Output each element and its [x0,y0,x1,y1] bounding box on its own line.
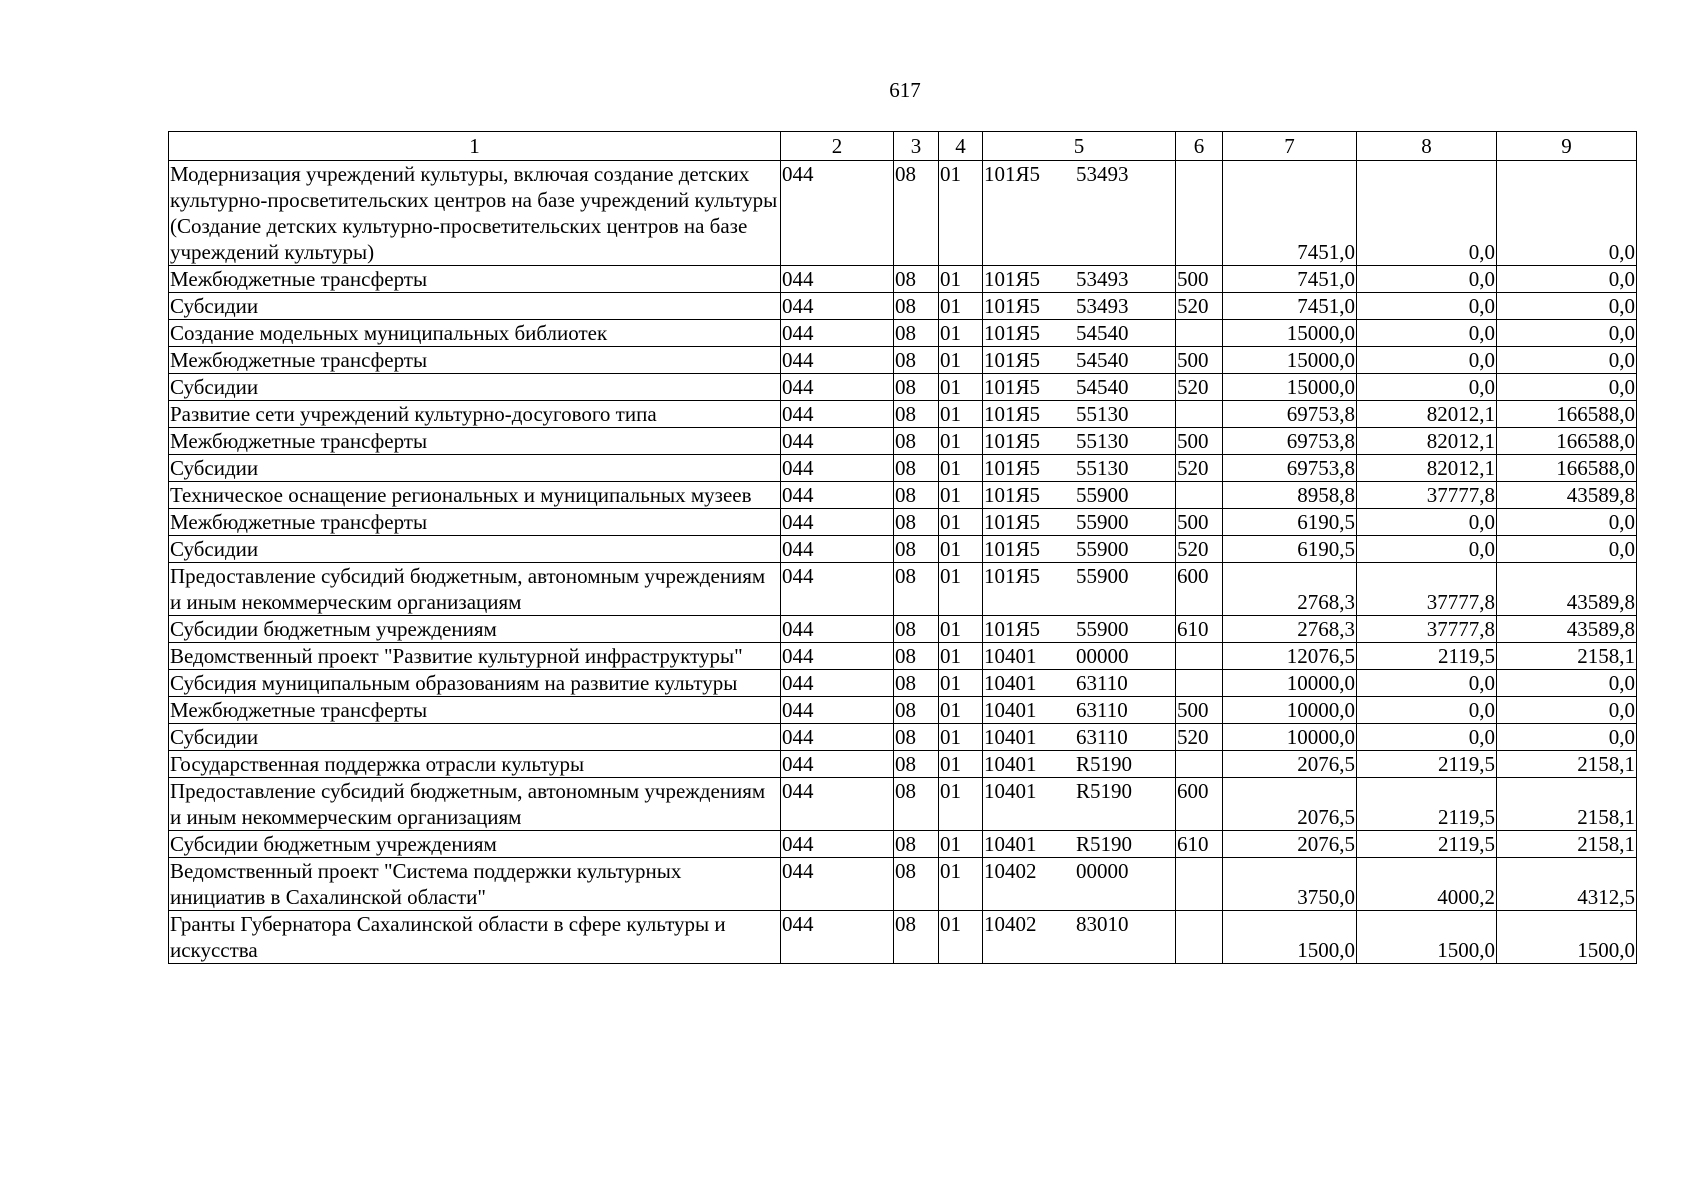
header-col-9: 9 [1497,132,1637,161]
target-code-direction: 63110 [1076,698,1128,722]
cell-expense-type [1176,751,1223,778]
cell-expense-type: 600 [1176,778,1223,831]
cell-target-code [983,697,1176,724]
budget-table [168,131,1637,964]
cell-section: 08 [894,536,939,563]
table-row [169,509,1637,536]
cell-subsection: 01 [939,697,983,724]
cell-expense-type [1176,643,1223,670]
cell-amount-col7: 12076,5 [1223,643,1357,670]
target-code-direction: 55900 [1076,537,1129,561]
target-code-direction: 55130 [1076,429,1129,453]
cell-admin-code: 044 [781,482,894,509]
cell-name: Ведомственный проект "Развитие культурной инфраструктуры" [169,643,781,670]
target-code-program: 10401 [984,725,1037,749]
cell-subsection: 01 [939,563,983,616]
cell-subsection: 01 [939,778,983,831]
cell-name: Гранты Губернатора Сахалинской области в сфере культуры и искусства [169,911,781,964]
page-number: 617 [889,78,921,102]
cell-amount-col9: 166588,0 [1497,401,1637,428]
cell-admin-code: 044 [781,401,894,428]
target-code-program: 10401 [984,644,1037,668]
target-code-direction: 55130 [1076,402,1129,426]
cell-amount-col9: 0,0 [1497,347,1637,374]
cell-name: Межбюджетные трансферты [169,266,781,293]
header-col-8: 8 [1357,132,1497,161]
cell-section: 08 [894,455,939,482]
target-code-direction: 83010 [1076,912,1129,936]
table-row [169,563,1637,616]
cell-section: 08 [894,778,939,831]
cell-amount-col9: 43589,8 [1497,482,1637,509]
cell-target-code [983,831,1176,858]
cell-name: Создание модельных муниципальных библиотек [169,320,781,347]
cell-name: Техническое оснащение региональных и муниципальных музеев [169,482,781,509]
cell-amount-col7: 1500,0 [1223,911,1357,964]
cell-amount-col9: 0,0 [1497,697,1637,724]
cell-expense-type [1176,858,1223,911]
target-code-program: 101Я5 [984,375,1041,399]
cell-admin-code: 044 [781,161,894,266]
cell-amount-col9: 2158,1 [1497,831,1637,858]
cell-amount-col8: 82012,1 [1357,401,1497,428]
cell-amount-col7: 8958,8 [1223,482,1357,509]
table-row [169,293,1637,320]
cell-amount-col7: 7451,0 [1223,161,1357,266]
cell-amount-col7: 15000,0 [1223,374,1357,401]
cell-admin-code: 044 [781,778,894,831]
cell-amount-col9: 0,0 [1497,161,1637,266]
target-code-program: 101Я5 [984,162,1041,186]
cell-admin-code: 044 [781,670,894,697]
table-row [169,347,1637,374]
target-code-direction: 63110 [1076,671,1128,695]
cell-admin-code: 044 [781,293,894,320]
cell-expense-type: 520 [1176,293,1223,320]
cell-name: Государственная поддержка отрасли культуры [169,751,781,778]
cell-amount-col8: 82012,1 [1357,428,1497,455]
cell-name: Развитие сети учреждений культурно-досугового типа [169,401,781,428]
target-code-direction: 53493 [1076,162,1129,186]
cell-amount-col7: 2076,5 [1223,831,1357,858]
cell-amount-col7: 69753,8 [1223,428,1357,455]
target-code-program: 101Я5 [984,402,1041,426]
cell-target-code [983,455,1176,482]
cell-target-code [983,374,1176,401]
cell-expense-type: 500 [1176,266,1223,293]
cell-amount-col7: 10000,0 [1223,670,1357,697]
cell-subsection: 01 [939,401,983,428]
cell-section: 08 [894,724,939,751]
cell-name: Субсидии бюджетным учреждениям [169,831,781,858]
table-row [169,266,1637,293]
cell-target-code [983,911,1176,964]
cell-amount-col8: 0,0 [1357,697,1497,724]
cell-target-code [983,320,1176,347]
target-code-program: 10401 [984,752,1037,776]
table-row [169,751,1637,778]
cell-amount-col8: 2119,5 [1357,643,1497,670]
cell-section: 08 [894,751,939,778]
cell-amount-col8: 0,0 [1357,724,1497,751]
cell-amount-col7: 2076,5 [1223,778,1357,831]
cell-expense-type: 610 [1176,831,1223,858]
cell-target-code [983,778,1176,831]
cell-name: Предоставление субсидий бюджетным, автономным учреждениям и иным некоммерческим организациям [169,563,781,616]
cell-amount-col9: 0,0 [1497,374,1637,401]
header-col-5: 5 [983,132,1176,161]
cell-amount-col8: 0,0 [1357,161,1497,266]
target-code-program: 10402 [984,859,1037,883]
cell-admin-code: 044 [781,858,894,911]
cell-amount-col9: 166588,0 [1497,428,1637,455]
cell-target-code [983,428,1176,455]
cell-name: Ведомственный проект "Система поддержки культурных инициатив в Сахалинской области" [169,858,781,911]
cell-target-code [983,401,1176,428]
target-code-direction: 00000 [1076,859,1129,883]
cell-amount-col7: 3750,0 [1223,858,1357,911]
target-code-program: 10401 [984,832,1037,856]
cell-subsection: 01 [939,751,983,778]
cell-amount-col9: 43589,8 [1497,563,1637,616]
cell-section: 08 [894,643,939,670]
target-code-program: 101Я5 [984,564,1041,588]
target-code-program: 101Я5 [984,617,1041,641]
cell-name: Субсидия муниципальным образованиям на развитие культуры [169,670,781,697]
cell-section: 08 [894,616,939,643]
target-code-direction: 55900 [1076,510,1129,534]
target-code-direction: 53493 [1076,294,1129,318]
cell-expense-type: 500 [1176,697,1223,724]
cell-subsection: 01 [939,374,983,401]
table-row [169,374,1637,401]
cell-amount-col7: 7451,0 [1223,293,1357,320]
cell-target-code [983,563,1176,616]
target-code-program: 101Я5 [984,510,1041,534]
cell-section: 08 [894,161,939,266]
cell-subsection: 01 [939,347,983,374]
table-row [169,616,1637,643]
table-row [169,831,1637,858]
cell-admin-code: 044 [781,320,894,347]
cell-expense-type: 520 [1176,724,1223,751]
target-code-program: 101Я5 [984,537,1041,561]
target-code-direction: R5190 [1076,832,1133,856]
target-code-program: 10401 [984,671,1037,695]
cell-name: Межбюджетные трансферты [169,697,781,724]
cell-section: 08 [894,563,939,616]
cell-target-code [983,858,1176,911]
table-row [169,428,1637,455]
cell-amount-col9: 2158,1 [1497,643,1637,670]
table-row [169,536,1637,563]
table-row [169,778,1637,831]
cell-name: Межбюджетные трансферты [169,347,781,374]
cell-subsection: 01 [939,643,983,670]
cell-expense-type: 610 [1176,616,1223,643]
table-row [169,320,1637,347]
cell-target-code [983,293,1176,320]
table-row [169,858,1637,911]
cell-admin-code: 044 [781,911,894,964]
target-code-program: 10402 [984,912,1037,936]
cell-section: 08 [894,320,939,347]
cell-subsection: 01 [939,536,983,563]
table-row [169,911,1637,964]
header-col-3: 3 [894,132,939,161]
cell-amount-col8: 0,0 [1357,320,1497,347]
target-code-direction: 55900 [1076,564,1129,588]
target-code-program: 101Я5 [984,348,1041,372]
cell-admin-code: 044 [781,563,894,616]
cell-amount-col9: 2158,1 [1497,751,1637,778]
cell-expense-type: 520 [1176,536,1223,563]
cell-section: 08 [894,509,939,536]
target-code-direction: 55900 [1076,617,1129,641]
cell-amount-col7: 10000,0 [1223,724,1357,751]
cell-amount-col7: 15000,0 [1223,347,1357,374]
cell-subsection: 01 [939,670,983,697]
cell-expense-type [1176,670,1223,697]
target-code-program: 101Я5 [984,267,1041,291]
target-code-direction: 54540 [1076,375,1129,399]
cell-admin-code: 044 [781,643,894,670]
cell-subsection: 01 [939,509,983,536]
cell-name: Субсидии [169,293,781,320]
cell-admin-code: 044 [781,616,894,643]
cell-amount-col9: 166588,0 [1497,455,1637,482]
cell-expense-type [1176,482,1223,509]
cell-target-code [983,536,1176,563]
table-body [169,161,1637,964]
cell-subsection: 01 [939,482,983,509]
table-row [169,482,1637,509]
cell-section: 08 [894,482,939,509]
cell-name: Субсидии [169,536,781,563]
header-col-4: 4 [939,132,983,161]
cell-amount-col8: 2119,5 [1357,831,1497,858]
cell-name: Предоставление субсидий бюджетным, автономным учреждениям и иным некоммерческим организациям [169,778,781,831]
cell-amount-col7: 6190,5 [1223,509,1357,536]
cell-expense-type: 520 [1176,374,1223,401]
header-col-2: 2 [781,132,894,161]
header-col-6: 6 [1176,132,1223,161]
cell-amount-col8: 0,0 [1357,266,1497,293]
target-code-direction: R5190 [1076,779,1133,803]
cell-amount-col8: 0,0 [1357,536,1497,563]
cell-amount-col8: 2119,5 [1357,751,1497,778]
cell-amount-col7: 69753,8 [1223,401,1357,428]
cell-expense-type: 500 [1176,509,1223,536]
cell-section: 08 [894,293,939,320]
cell-amount-col8: 37777,8 [1357,563,1497,616]
cell-name: Субсидии [169,455,781,482]
cell-target-code [983,751,1176,778]
target-code-program: 10401 [984,779,1037,803]
cell-expense-type: 500 [1176,428,1223,455]
cell-expense-type: 500 [1176,347,1223,374]
cell-amount-col7: 69753,8 [1223,455,1357,482]
cell-section: 08 [894,374,939,401]
table-row [169,670,1637,697]
cell-expense-type [1176,911,1223,964]
cell-admin-code: 044 [781,455,894,482]
cell-amount-col9: 0,0 [1497,724,1637,751]
target-code-program: 101Я5 [984,321,1041,345]
cell-name: Субсидии [169,724,781,751]
cell-amount-col9: 0,0 [1497,509,1637,536]
target-code-program: 101Я5 [984,294,1041,318]
target-code-direction: 55130 [1076,456,1129,480]
cell-target-code [983,724,1176,751]
cell-section: 08 [894,401,939,428]
target-code-direction: 00000 [1076,644,1129,668]
cell-section: 08 [894,670,939,697]
cell-expense-type [1176,401,1223,428]
cell-admin-code: 044 [781,347,894,374]
table-row [169,401,1637,428]
cell-amount-col8: 0,0 [1357,347,1497,374]
cell-amount-col7: 2768,3 [1223,563,1357,616]
target-code-program: 10401 [984,698,1037,722]
cell-target-code [983,266,1176,293]
table-row [169,643,1637,670]
cell-target-code [983,643,1176,670]
table-row [169,724,1637,751]
cell-expense-type [1176,320,1223,347]
cell-admin-code: 044 [781,724,894,751]
cell-amount-col7: 2768,3 [1223,616,1357,643]
target-code-direction: 53493 [1076,267,1129,291]
cell-subsection: 01 [939,858,983,911]
cell-subsection: 01 [939,428,983,455]
cell-admin-code: 044 [781,428,894,455]
cell-admin-code: 044 [781,697,894,724]
cell-amount-col8: 0,0 [1357,509,1497,536]
cell-amount-col7: 15000,0 [1223,320,1357,347]
cell-admin-code: 044 [781,536,894,563]
cell-target-code [983,482,1176,509]
cell-subsection: 01 [939,266,983,293]
cell-admin-code: 044 [781,751,894,778]
cell-section: 08 [894,911,939,964]
cell-expense-type: 600 [1176,563,1223,616]
cell-subsection: 01 [939,616,983,643]
cell-admin-code: 044 [781,509,894,536]
cell-amount-col7: 6190,5 [1223,536,1357,563]
cell-subsection: 01 [939,455,983,482]
target-code-direction: 54540 [1076,348,1129,372]
header-col-1: 1 [169,132,781,161]
cell-amount-col7: 2076,5 [1223,751,1357,778]
cell-section: 08 [894,266,939,293]
cell-section: 08 [894,697,939,724]
cell-amount-col9: 0,0 [1497,266,1637,293]
cell-amount-col8: 4000,2 [1357,858,1497,911]
cell-amount-col9: 2158,1 [1497,778,1637,831]
cell-name: Межбюджетные трансферты [169,428,781,455]
target-code-direction: 55900 [1076,483,1129,507]
table-row [169,161,1637,266]
cell-name: Субсидии бюджетным учреждениям [169,616,781,643]
cell-section: 08 [894,347,939,374]
cell-target-code [983,616,1176,643]
target-code-program: 101Я5 [984,456,1041,480]
target-code-direction: R5190 [1076,752,1133,776]
target-code-direction: 54540 [1076,321,1129,345]
cell-amount-col8: 2119,5 [1357,778,1497,831]
cell-section: 08 [894,831,939,858]
cell-amount-col9: 0,0 [1497,670,1637,697]
cell-target-code [983,670,1176,697]
cell-subsection: 01 [939,724,983,751]
cell-amount-col9: 0,0 [1497,536,1637,563]
cell-amount-col8: 0,0 [1357,374,1497,401]
cell-amount-col7: 10000,0 [1223,697,1357,724]
cell-target-code [983,347,1176,374]
cell-amount-col8: 37777,8 [1357,616,1497,643]
cell-amount-col8: 82012,1 [1357,455,1497,482]
cell-subsection: 01 [939,831,983,858]
cell-amount-col8: 0,0 [1357,293,1497,320]
cell-name: Межбюджетные трансферты [169,509,781,536]
header-row [169,132,1637,161]
cell-name: Субсидии [169,374,781,401]
cell-expense-type [1176,161,1223,266]
cell-subsection: 01 [939,161,983,266]
cell-amount-col8: 1500,0 [1357,911,1497,964]
cell-target-code [983,509,1176,536]
cell-name: Модернизация учреждений культуры, включая создание детских культурно-просветительских центров на базе учреждений культуры (Создание детских культурно-просветительских центров на базе учреждений культуры) [169,161,781,266]
table-row [169,455,1637,482]
cell-section: 08 [894,858,939,911]
cell-amount-col7: 7451,0 [1223,266,1357,293]
cell-section: 08 [894,428,939,455]
header-col-7: 7 [1223,132,1357,161]
cell-subsection: 01 [939,293,983,320]
cell-amount-col9: 0,0 [1497,293,1637,320]
table-row [169,697,1637,724]
cell-amount-col8: 37777,8 [1357,482,1497,509]
cell-admin-code: 044 [781,831,894,858]
cell-subsection: 01 [939,911,983,964]
target-code-direction: 63110 [1076,725,1128,749]
cell-amount-col8: 0,0 [1357,670,1497,697]
cell-expense-type: 520 [1176,455,1223,482]
target-code-program: 101Я5 [984,483,1041,507]
cell-amount-col9: 1500,0 [1497,911,1637,964]
cell-target-code [983,161,1176,266]
cell-admin-code: 044 [781,266,894,293]
target-code-program: 101Я5 [984,429,1041,453]
cell-admin-code: 044 [781,374,894,401]
cell-amount-col9: 43589,8 [1497,616,1637,643]
cell-subsection: 01 [939,320,983,347]
cell-amount-col9: 0,0 [1497,320,1637,347]
cell-amount-col9: 4312,5 [1497,858,1637,911]
